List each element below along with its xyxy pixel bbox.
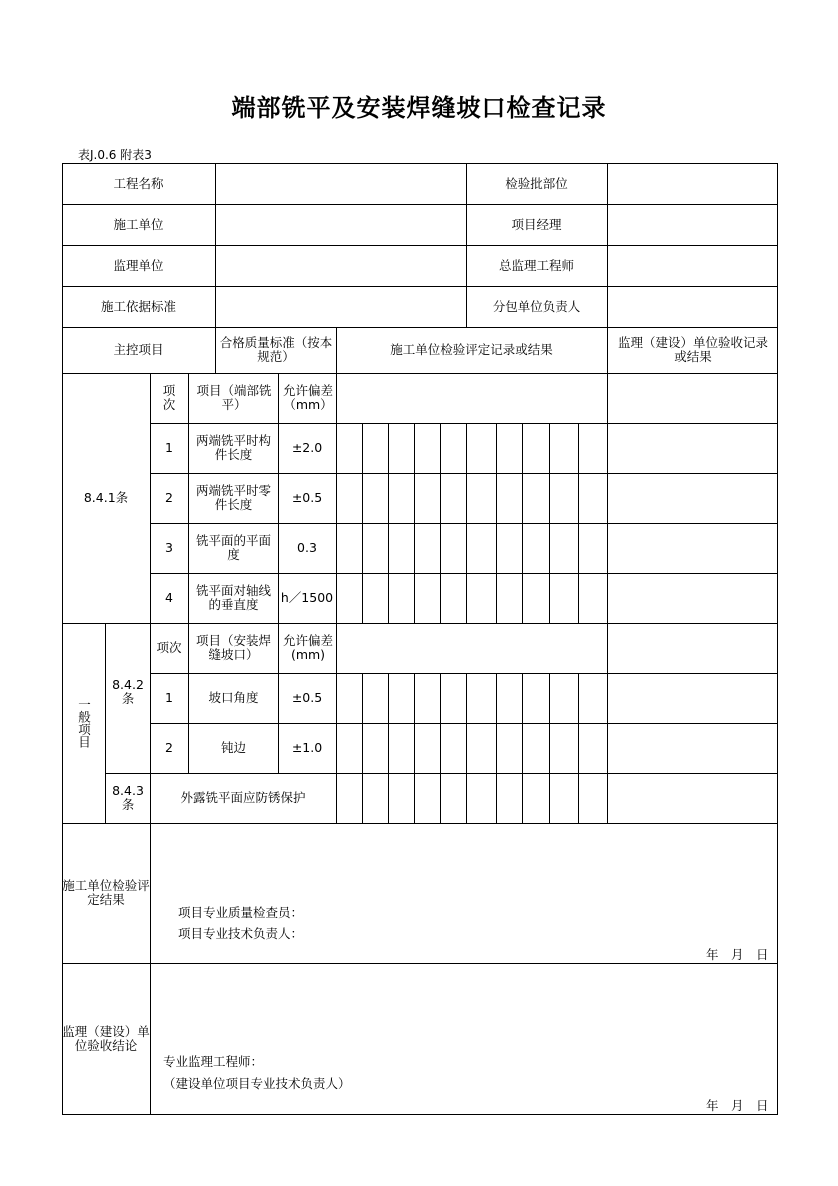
col-main-items: 主控项目 [113, 342, 164, 357]
construction-standard-field[interactable] [216, 287, 466, 327]
label-construction-standard: 施工依据标准 [100, 298, 176, 314]
row-tolerance: ±1.0 [291, 740, 323, 755]
item-8-4-3: 外露铣平面应防锈保护 [180, 790, 306, 805]
project-name-field[interactable] [216, 164, 466, 204]
row-item: 铣平面的平面度 [195, 533, 271, 562]
row-seq: 3 [165, 540, 173, 555]
row-item: 两端铣平时构件长度 [195, 433, 271, 462]
form-code: 表J.0.6 附表3 [78, 148, 152, 162]
row-item: 铣平面对轴线的垂直度 [195, 583, 271, 612]
supervision-unit-field[interactable] [216, 246, 466, 286]
label-inspection-lot: 检验批部位 [505, 175, 568, 191]
col-construction-record: 施工单位检验评定记录或结果 [390, 342, 553, 357]
group-general-items: 一般项目 [76, 698, 92, 748]
row-tolerance: h／1500 [280, 590, 334, 605]
row-seq: 2 [165, 740, 173, 755]
row-tolerance: ±0.5 [291, 490, 323, 505]
col-item-2: 项目（安装焊缝坡口） [195, 633, 271, 662]
construction-unit-field[interactable] [216, 205, 466, 245]
col-item-1: 项目（端部铣平） [196, 383, 272, 412]
label-construction-unit: 施工单位 [113, 216, 164, 232]
clause-8-4-3: 8.4.3条 [112, 783, 144, 812]
label-project-manager: 项目经理 [511, 216, 562, 232]
date-supervision[interactable]: 年 月 日 [706, 1098, 769, 1113]
page-title: 端部铣平及安装焊缝坡口检查记录 [231, 93, 607, 122]
col-supervision-record: 监理（建设）单位验收记录或结果 [617, 335, 768, 364]
inspection-lot-field[interactable] [608, 164, 777, 204]
date-construction[interactable]: 年 月 日 [706, 947, 769, 962]
col-seq-2: 项次 [156, 640, 182, 655]
row-seq: 4 [165, 590, 173, 605]
row-item: 坡口角度 [208, 690, 259, 705]
col-quality-standard: 合格质量标准（按本规范） [219, 335, 333, 364]
supervision-engineer-signature[interactable]: 专业监理工程师： [163, 1054, 264, 1069]
label-subcontract-leader: 分包单位负责人 [492, 298, 581, 314]
row-tolerance: ±0.5 [291, 690, 323, 705]
row-tolerance: 0.3 [297, 540, 317, 555]
row-tolerance: ±2.0 [291, 440, 323, 455]
row-seq: 1 [165, 690, 173, 705]
label-project-name: 工程名称 [113, 175, 164, 191]
row-item: 钝边 [220, 740, 246, 755]
project-manager-field[interactable] [608, 205, 777, 245]
col-tol-2: 允许偏差(mm) [282, 633, 333, 662]
chief-supervisor-field[interactable] [608, 246, 777, 286]
subcontract-leader-field[interactable] [608, 287, 777, 327]
row-seq: 1 [165, 440, 173, 455]
label-chief-supervisor: 总监理工程师 [498, 257, 574, 273]
quality-inspector-signature[interactable]: 项目专业质量检查员： [178, 905, 304, 920]
label-construction-result: 施工单位检验评定结果 [62, 878, 150, 907]
technical-leader-signature[interactable]: 项目专业技术负责人： [178, 926, 304, 941]
row-item: 两端铣平时零件长度 [195, 483, 271, 512]
col-seq-1: 项次 [162, 383, 176, 412]
row-seq: 2 [165, 490, 173, 505]
label-supervision-unit: 监理单位 [113, 257, 164, 273]
clause-8-4-2: 8.4.2条 [112, 677, 144, 706]
clause-8-4-1: 8.4.1条 [83, 490, 129, 505]
owner-technical-leader-signature[interactable]: （建设单位项目专业技术负责人） [163, 1076, 351, 1091]
col-tol-1: 允许偏差（mm） [282, 383, 333, 412]
label-supervision-conclusion: 监理（建设）单位验收结论 [62, 1023, 150, 1053]
